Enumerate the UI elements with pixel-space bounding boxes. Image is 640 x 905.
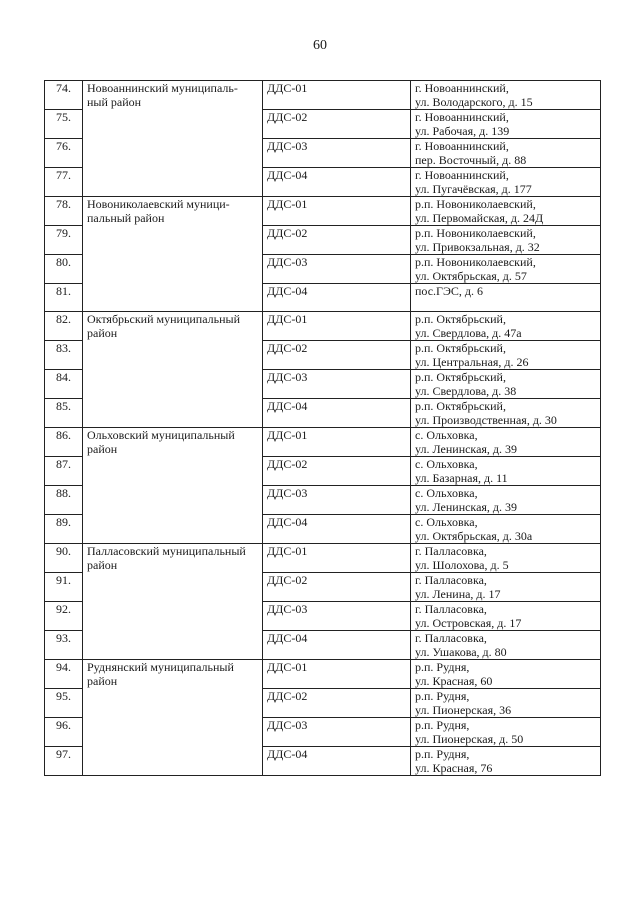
row-number: 93. xyxy=(45,631,83,660)
address xyxy=(411,602,601,631)
district-name-line: Ольховский муниципальный xyxy=(87,428,235,442)
row-number: 95. xyxy=(45,689,83,718)
district-name xyxy=(83,312,263,428)
district-name-line: Руднянский муниципальный xyxy=(87,660,234,674)
address-line: ул. Пугачёвская, д. 177 xyxy=(415,182,532,196)
address-line: ул. Свердлова, д. 47а xyxy=(415,326,522,340)
address xyxy=(411,168,601,197)
dds-code: ДДС-03 xyxy=(263,718,411,747)
address-line: ул. Ушакова, д. 80 xyxy=(415,645,507,659)
address-line: ул. Пионерская, д. 50 xyxy=(415,732,524,746)
row-number: 96. xyxy=(45,718,83,747)
district-name-line: Октябрьский муниципальный xyxy=(87,312,241,326)
address-line: р.п. Новониколаевский, xyxy=(415,255,536,269)
address xyxy=(411,197,601,226)
dds-code: ДДС-02 xyxy=(263,573,411,602)
address-line: ул. Базарная, д. 11 xyxy=(415,471,508,485)
dds-code: ДДС-02 xyxy=(263,110,411,139)
address-line: ул. Центральная, д. 26 xyxy=(415,355,529,369)
address-line: р.п. Рудня, xyxy=(415,747,470,761)
row-number: 81. xyxy=(45,284,83,312)
row-number: 88. xyxy=(45,486,83,515)
dds-code: ДДС-01 xyxy=(263,197,411,226)
dds-code: ДДС-04 xyxy=(263,747,411,776)
address-line: г. Новоаннинский, xyxy=(415,81,509,95)
district-name-line: Новониколаевский муници- xyxy=(87,197,230,211)
address-line: р.п. Рудня, xyxy=(415,718,470,732)
district-name-line: район xyxy=(87,558,118,572)
address-line: р.п. Новониколаевский, xyxy=(415,197,536,211)
row-number: 85. xyxy=(45,399,83,428)
row-number: 87. xyxy=(45,457,83,486)
address-line: ул. Пионерская, 36 xyxy=(415,703,512,717)
row-number: 74. xyxy=(45,81,83,110)
row-number: 90. xyxy=(45,544,83,573)
address xyxy=(411,631,601,660)
table-row xyxy=(45,660,601,689)
address-line: с. Ольховка, xyxy=(415,486,478,500)
address xyxy=(411,110,601,139)
dds-code: ДДС-01 xyxy=(263,428,411,457)
address-line: ул. Ленина, д. 17 xyxy=(415,587,501,601)
address xyxy=(411,226,601,255)
address-line: р.п. Октябрьский, xyxy=(415,341,506,355)
address-line: ул. Красная, 76 xyxy=(415,761,493,775)
address xyxy=(411,747,601,776)
address xyxy=(411,486,601,515)
address xyxy=(411,573,601,602)
dds-code: ДДС-02 xyxy=(263,341,411,370)
address xyxy=(411,428,601,457)
address-line: ул. Октябрьская, д. 30а xyxy=(415,529,533,543)
dds-code: ДДС-03 xyxy=(263,139,411,168)
address-line: г. Новоаннинский, xyxy=(415,168,509,182)
address-line: пос.ГЭС, д. 6 xyxy=(415,284,484,298)
row-number: 80. xyxy=(45,255,83,284)
dds-code: ДДС-01 xyxy=(263,660,411,689)
address-line: ул. Октябрьская, д. 57 xyxy=(415,269,527,283)
address-line: г. Палласовка, xyxy=(415,573,487,587)
row-number: 79. xyxy=(45,226,83,255)
address-line: ул. Островская, д. 17 xyxy=(415,616,522,630)
address-line: пер. Восточный, д. 88 xyxy=(415,153,527,167)
dds-code: ДДС-03 xyxy=(263,370,411,399)
address-line: р.п. Новониколаевский, xyxy=(415,226,536,240)
address-line: ул. Красная, 60 xyxy=(415,674,493,688)
page-number: 60 xyxy=(313,38,327,53)
address-line: р.п. Октябрьский, xyxy=(415,370,506,384)
address-line: р.п. Рудня, xyxy=(415,689,470,703)
address-line: г. Палласовка, xyxy=(415,602,487,616)
address-line: г. Новоаннинский, xyxy=(415,110,509,124)
address xyxy=(411,341,601,370)
dds-registry-table xyxy=(44,80,601,776)
dds-code: ДДС-01 xyxy=(263,312,411,341)
district-name-line: ный район xyxy=(87,95,142,109)
row-number: 76. xyxy=(45,139,83,168)
address xyxy=(411,284,601,312)
row-number: 78. xyxy=(45,197,83,226)
table-row xyxy=(45,81,601,110)
district-name-line: пальный район xyxy=(87,211,165,225)
address xyxy=(411,718,601,747)
address-line: ул. Привокзальная, д. 32 xyxy=(415,240,540,254)
address-line: ул. Шолохова, д. 5 xyxy=(415,558,509,572)
table-row xyxy=(45,428,601,457)
address xyxy=(411,660,601,689)
dds-code: ДДС-03 xyxy=(263,602,411,631)
dds-code: ДДС-04 xyxy=(263,284,411,312)
dds-code: ДДС-02 xyxy=(263,226,411,255)
district-name-line: Палласовский муниципальный xyxy=(87,544,246,558)
address-line: р.п. Октябрьский, xyxy=(415,312,506,326)
address-line: с. Ольховка, xyxy=(415,515,478,529)
registry-body xyxy=(45,81,601,776)
address xyxy=(411,370,601,399)
district-name xyxy=(83,660,263,776)
dds-code: ДДС-04 xyxy=(263,631,411,660)
district-name-line: район xyxy=(87,442,118,456)
district-name xyxy=(83,197,263,312)
address xyxy=(411,457,601,486)
address xyxy=(411,312,601,341)
address xyxy=(411,515,601,544)
row-number: 83. xyxy=(45,341,83,370)
dds-code: ДДС-02 xyxy=(263,689,411,718)
address xyxy=(411,255,601,284)
address-line: с. Ольховка, xyxy=(415,428,478,442)
table-row xyxy=(45,544,601,573)
dds-code: ДДС-01 xyxy=(263,544,411,573)
row-number: 86. xyxy=(45,428,83,457)
district-name xyxy=(83,81,263,197)
address-line: ул. Рабочая, д. 139 xyxy=(415,124,510,138)
table-row xyxy=(45,197,601,226)
address-line: ул. Володарского, д. 15 xyxy=(415,95,533,109)
district-name xyxy=(83,544,263,660)
address-line: р.п. Рудня, xyxy=(415,660,470,674)
address-line: ул. Ленинская, д. 39 xyxy=(415,500,518,514)
address-line: г. Новоаннинский, xyxy=(415,139,509,153)
dds-code: ДДС-04 xyxy=(263,168,411,197)
dds-code: ДДС-04 xyxy=(263,515,411,544)
address xyxy=(411,139,601,168)
address xyxy=(411,544,601,573)
row-number: 75. xyxy=(45,110,83,139)
row-number: 89. xyxy=(45,515,83,544)
district-name-line: район xyxy=(87,326,118,340)
dds-code: ДДС-03 xyxy=(263,255,411,284)
address xyxy=(411,689,601,718)
dds-code: ДДС-03 xyxy=(263,486,411,515)
dds-code: ДДС-02 xyxy=(263,457,411,486)
address-line: ул. Ленинская, д. 39 xyxy=(415,442,518,456)
address-line: ул. Свердлова, д. 38 xyxy=(415,384,517,398)
address-line: г. Палласовка, xyxy=(415,631,487,645)
row-number: 97. xyxy=(45,747,83,776)
address-line: с. Ольховка, xyxy=(415,457,478,471)
row-number: 82. xyxy=(45,312,83,341)
table-row xyxy=(45,312,601,341)
district-name-line: район xyxy=(87,674,118,688)
row-number: 84. xyxy=(45,370,83,399)
address-line: г. Палласовка, xyxy=(415,544,487,558)
row-number: 94. xyxy=(45,660,83,689)
address xyxy=(411,81,601,110)
district-name xyxy=(83,428,263,544)
dds-code: ДДС-01 xyxy=(263,81,411,110)
address-line: р.п. Октябрьский, xyxy=(415,399,506,413)
row-number: 77. xyxy=(45,168,83,197)
row-number: 91. xyxy=(45,573,83,602)
address-line: ул. Производственная, д. 30 xyxy=(415,413,557,427)
address-line: ул. Первомайская, д. 24Д xyxy=(415,211,544,225)
address xyxy=(411,399,601,428)
row-number: 92. xyxy=(45,602,83,631)
district-name-line: Новоаннинский муниципаль- xyxy=(87,81,238,95)
dds-code: ДДС-04 xyxy=(263,399,411,428)
